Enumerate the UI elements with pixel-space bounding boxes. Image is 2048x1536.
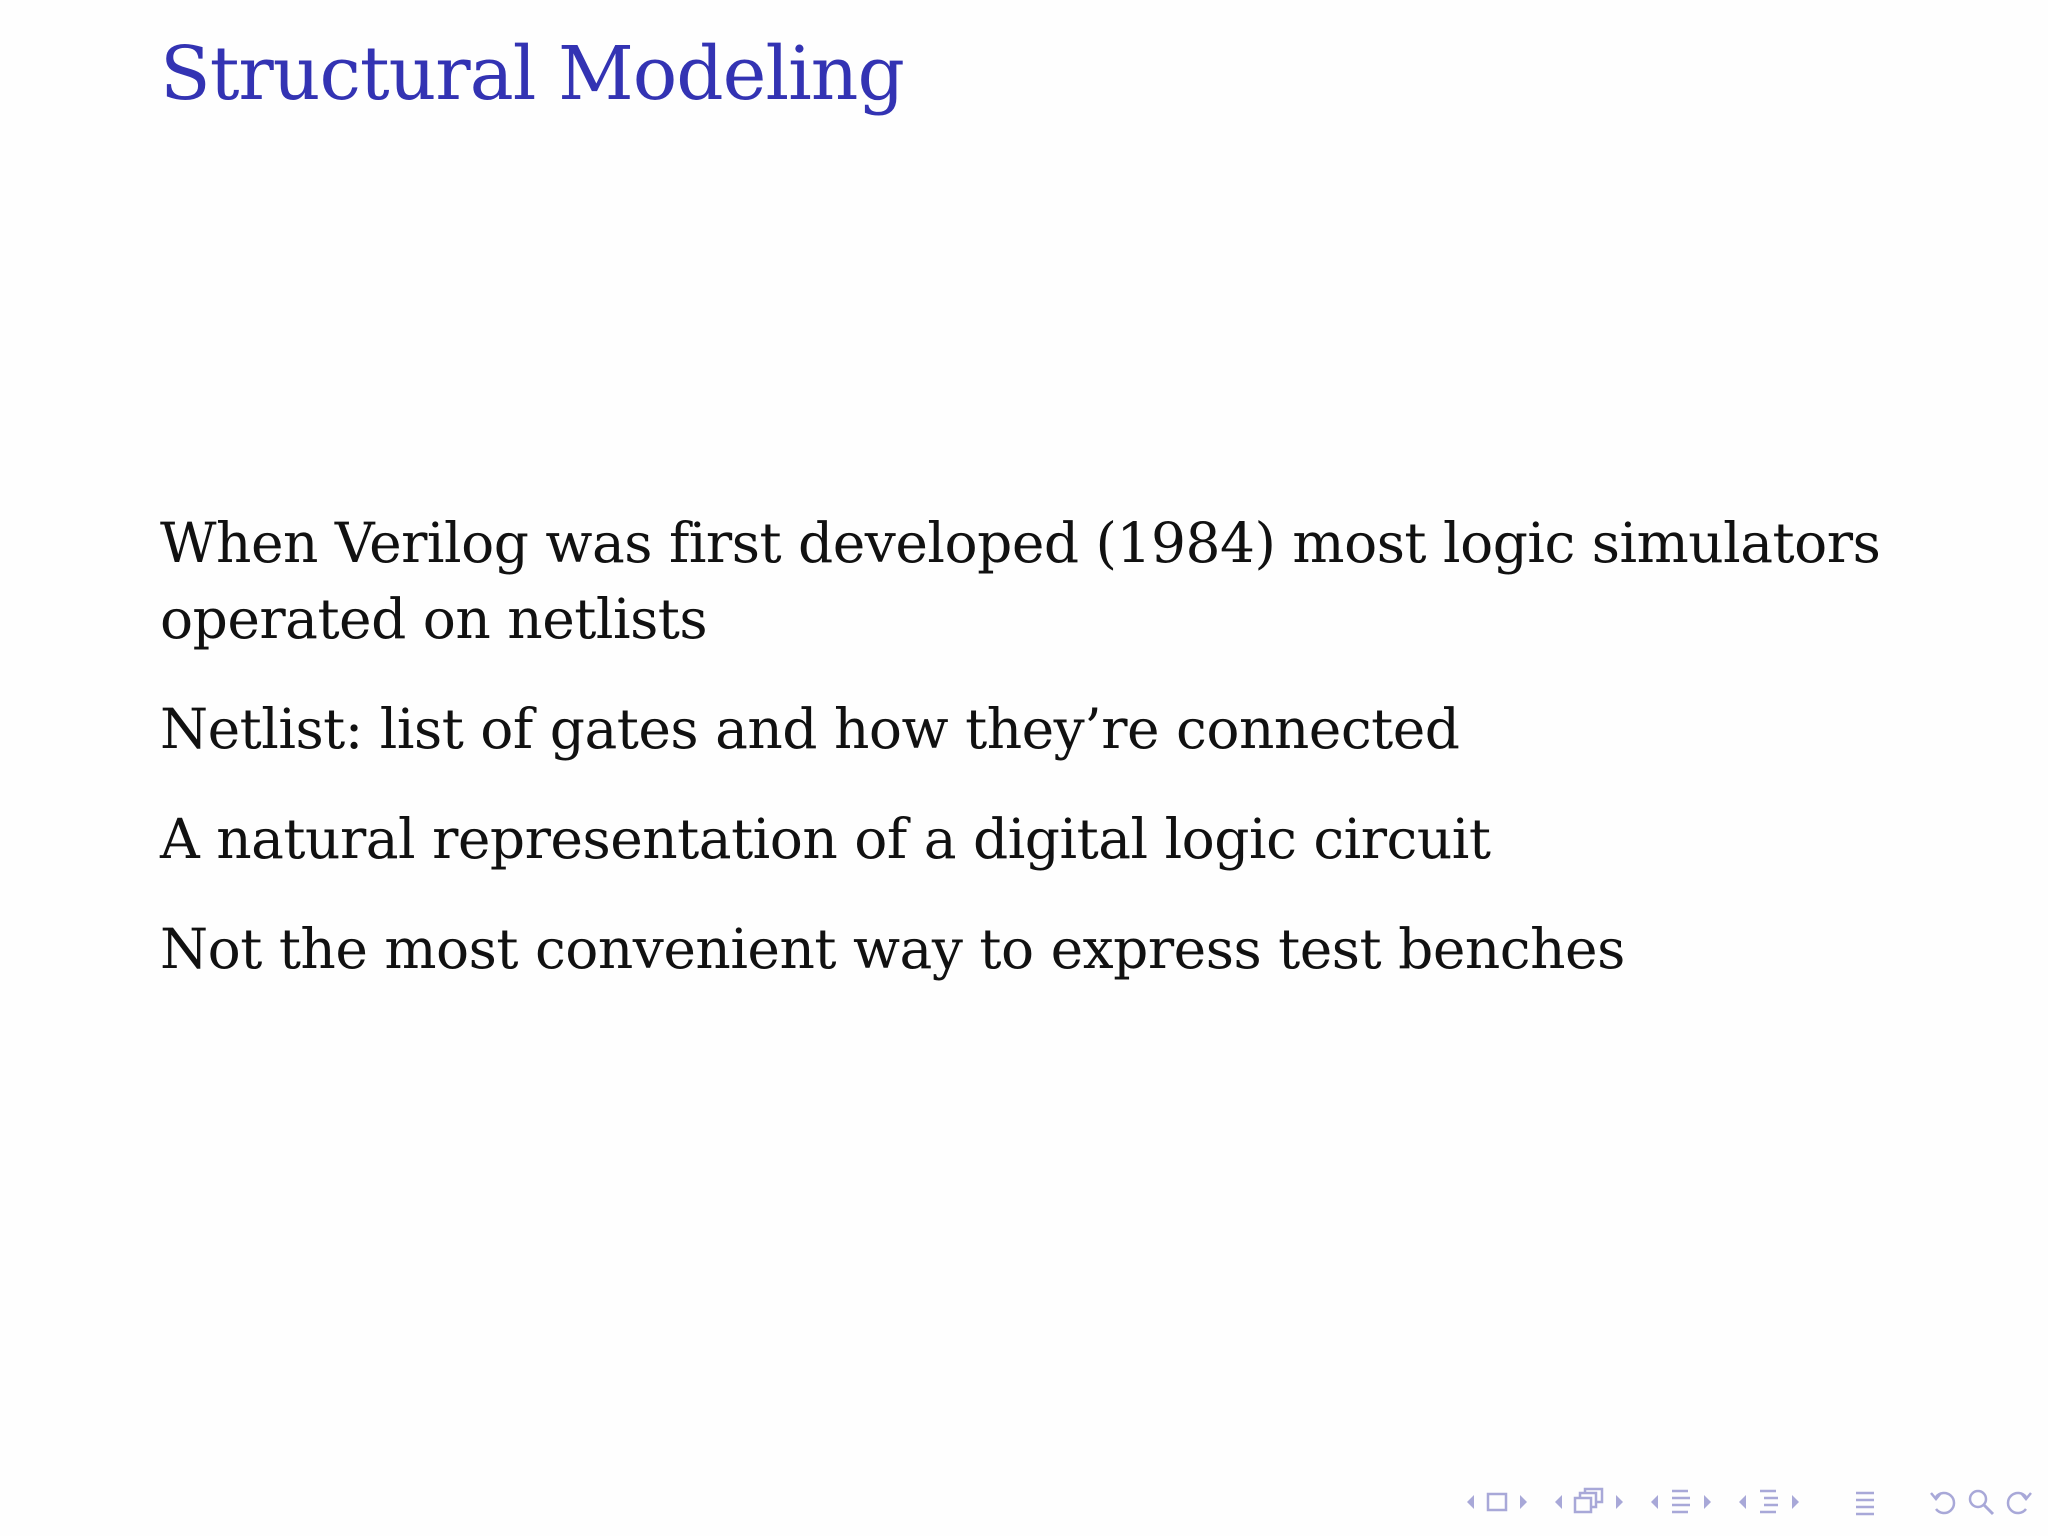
subsection-icon[interactable] [1572, 1487, 1606, 1517]
slide-title: Structural Modeling [160, 31, 904, 117]
subsection-list-icon[interactable] [1756, 1487, 1782, 1517]
paragraph-verilog-history: When Verilog was first developed (1984) most logic simulators operated on netlists [160, 511, 1881, 651]
align-nav-group [1852, 1487, 1878, 1517]
section-icon[interactable] [1668, 1487, 1694, 1517]
paragraph-netlist-definition: Netlist: list of gates and how they’re connected [160, 697, 1460, 761]
arrow-left-icon[interactable] [1552, 1492, 1564, 1512]
redo-icon[interactable] [2004, 1487, 2034, 1517]
section-nav-group [1648, 1487, 1714, 1517]
arrow-left-icon[interactable] [1648, 1492, 1660, 1512]
subsection-list-nav-group [1736, 1487, 1802, 1517]
search-icon[interactable] [1966, 1487, 1996, 1517]
arrow-right-icon[interactable] [1518, 1492, 1530, 1512]
paragraph-natural-representation: A natural representation of a digital logic circuit [160, 807, 1491, 871]
slide-body [160, 505, 1960, 1021]
arrow-left-icon[interactable] [1464, 1492, 1476, 1512]
paragraph-test-benches: Not the most convenient way to express test benches [160, 917, 1625, 981]
arrow-right-icon[interactable] [1614, 1492, 1626, 1512]
frame-nav-group [1464, 1490, 1530, 1514]
arrow-left-icon[interactable] [1736, 1492, 1748, 1512]
navigation-bar [1452, 1482, 2034, 1522]
frame-icon[interactable] [1484, 1490, 1510, 1514]
undo-icon[interactable] [1928, 1487, 1958, 1517]
align-icon[interactable] [1852, 1487, 1878, 1517]
subsection-nav-group [1552, 1487, 1626, 1517]
search-nav-group [1928, 1487, 2034, 1517]
arrow-right-icon[interactable] [1790, 1492, 1802, 1512]
arrow-right-icon[interactable] [1702, 1492, 1714, 1512]
